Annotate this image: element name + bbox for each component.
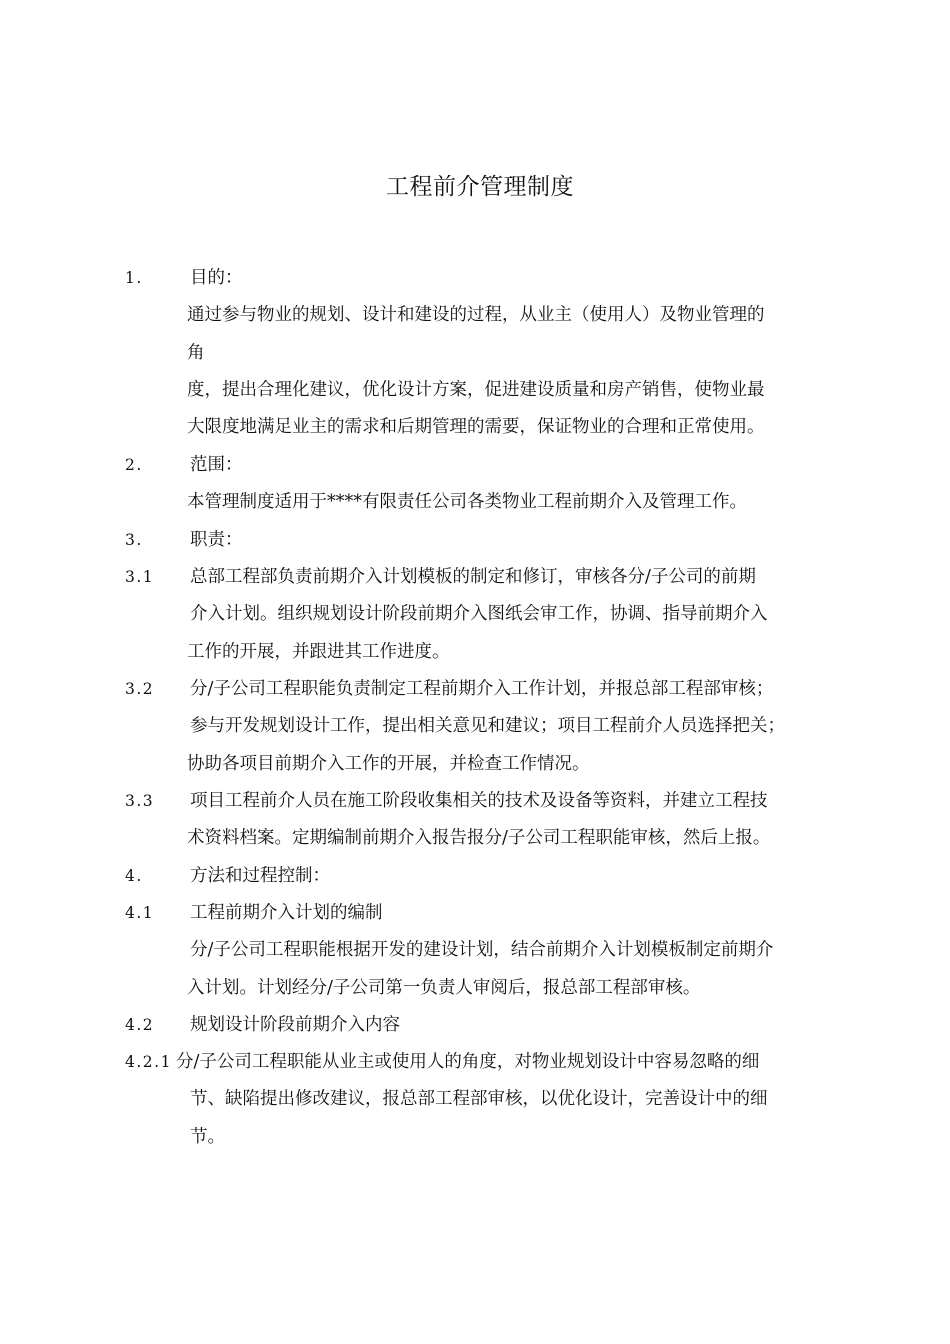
paragraph-line: 通过参与物业的规划、设计和建设的过程，从业主（使用人）及物业管理的 xyxy=(187,305,765,325)
paragraph-line: 介入计划。组织规划设计阶段前期介入图纸会审工作，协调、指导前期介入 xyxy=(190,604,768,624)
paragraph-line: 节。 xyxy=(190,1127,225,1147)
section-number: 4. xyxy=(125,867,143,885)
paragraph-line: 协助各项目前期介入工作的开展，并检查工作情况。 xyxy=(187,754,590,774)
paragraph-line: 大限度地满足业主的需求和后期管理的需要，保证物业的合理和正常使用。 xyxy=(187,417,765,437)
paragraph-line: 总部工程部负责前期介入计划模板的制定和修订，审核各分/子公司的前期 xyxy=(190,567,756,587)
paragraph-line: 分/子公司工程职能根据开发的建设计划，结合前期介入计划模板制定前期介 xyxy=(190,940,774,960)
paragraph-line: 入计划。计划经分/子公司第一负责人审阅后，报总部工程部审核。 xyxy=(187,978,701,998)
paragraph-line: 角 xyxy=(187,343,205,363)
subsection-heading: 工程前期介入计划的编制 xyxy=(190,903,383,923)
paragraph-line: 本管理制度适用于****有限责任公司各类物业工程前期介入及管理工作。 xyxy=(187,492,747,512)
subsection-number: 4.2.1 xyxy=(125,1053,172,1071)
paragraph-line: 项目工程前介人员在施工阶段收集相关的技术及设备等资料，并建立工程技 xyxy=(190,791,768,811)
section-heading: 方法和过程控制： xyxy=(190,866,330,886)
section-heading: 职责： xyxy=(190,530,243,550)
paragraph-line: 分/子公司工程职能负责制定工程前期介入工作计划，并报总部工程部审核； xyxy=(190,679,774,699)
document-title: 工程前介管理制度 xyxy=(386,174,574,200)
paragraph-line: 工作的开展，并跟进其工作进度。 xyxy=(187,642,450,662)
subsection-number: 3.3 xyxy=(125,792,155,810)
paragraph-line: 分/子公司工程职能从业主或使用人的角度，对物业规划设计中容易忽略的细 xyxy=(176,1052,760,1072)
section-heading: 范围： xyxy=(190,455,243,475)
section-number: 2. xyxy=(125,456,143,474)
subsection-heading: 规划设计阶段前期介入内容 xyxy=(190,1015,400,1035)
subsection-number: 3.1 xyxy=(125,568,155,586)
subsection-number: 4.2 xyxy=(125,1016,155,1034)
paragraph-line: 参与开发规划设计工作，提出相关意见和建议；项目工程前介人员选择把关； xyxy=(190,716,785,736)
section-heading: 目的： xyxy=(190,268,243,288)
subsection-number: 4.1 xyxy=(125,904,155,922)
section-number: 3. xyxy=(125,531,143,549)
subsection-number: 3.2 xyxy=(125,680,155,698)
section-number: 1. xyxy=(125,269,143,287)
paragraph-line: 度，提出合理化建议，优化设计方案，促进建设质量和房产销售，使物业最 xyxy=(187,380,765,400)
paragraph-line: 术资料档案。定期编制前期介入报告报分/子公司工程职能审核，然后上报。 xyxy=(187,828,771,848)
paragraph-line: 节、缺陷提出修改建议，报总部工程部审核，以优化设计，完善设计中的细 xyxy=(190,1089,768,1109)
